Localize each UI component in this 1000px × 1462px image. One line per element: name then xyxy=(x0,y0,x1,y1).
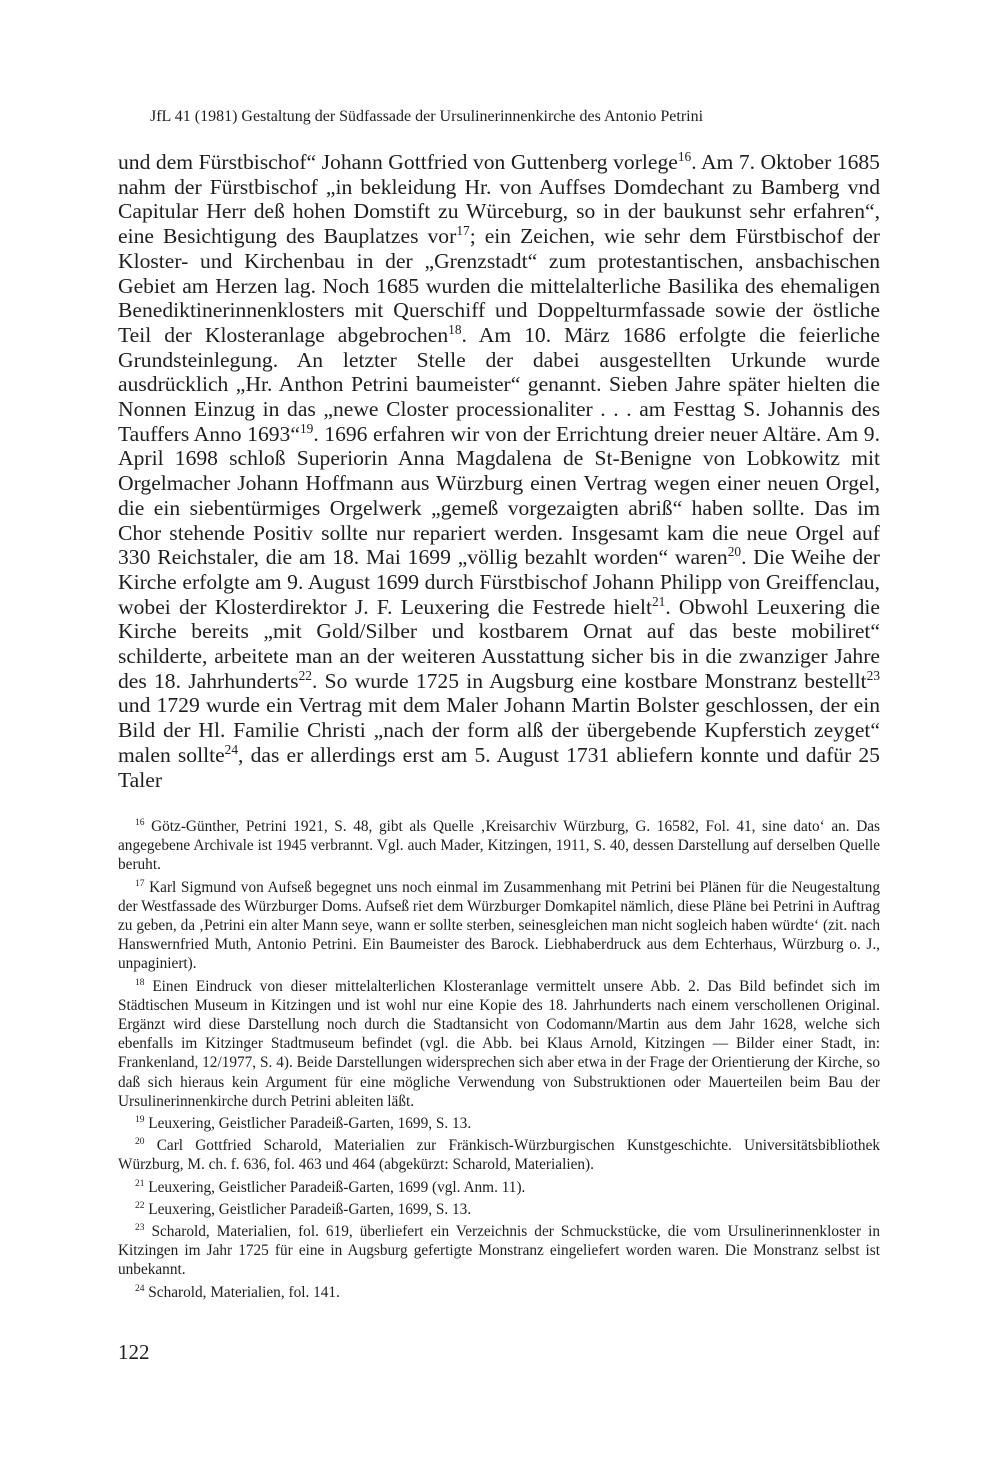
footnote-number: 18 xyxy=(135,977,145,988)
footnote-number: 16 xyxy=(135,817,145,828)
footnote xyxy=(118,977,880,1111)
footnote-reference: 17 xyxy=(456,222,470,238)
body-text-run: . Die Weihe der Kirche erfolgte am 9. August 1699 durch Fürstbischof Johann Philipp von Greiffenclau, wobei der Klosterdirektor J. F. Leuxering die Festrede hielt xyxy=(118,545,880,619)
footnote-number: 22 xyxy=(135,1200,145,1211)
footnote-number: 23 xyxy=(135,1222,145,1233)
footnote xyxy=(118,1114,880,1133)
footnote-text: Karl Sigmund von Aufseß begegnet uns noch einmal im Zusammenhang mit Petrini bei Plänen für die Neugestaltung der Westfassade des Würzburger Doms. Aufseß riet dem Würzburger Domkapitel nämlich, diese Pläne bei Petrini in Auftrag zu geben, da ‚Petrini ein alter Mann seye, wann er sollte sterben, seinesgleichen man nicht sogleich haben würdte‘ (zit. nach Hanswernfried Muth, Antonio Petrini. Ein Baumeister des Barock. Liebhaberdruck aus dem Echterhaus, Würzburg o. J., unpaginiert). xyxy=(118,878,881,973)
body-text-run: . Am 7. Oktober 1685 nahm der Fürstbischof „in bekleidung Hr. von Auffses Domdechant zu Bamberg vnd Capitular Herr deß hohen Domstift zu Würceburg, so in der baukunst sehr erfahren“, eine Besichtigung des Bauplatzes vor xyxy=(118,150,880,249)
body-text-run: , das er allerdings erst am 5. August 1731 abliefern konnte und dafür 25 Taler xyxy=(118,742,880,792)
footnote xyxy=(118,1136,880,1174)
footnote-text: Leuxering, Geistlicher Paradeiß-Garten, 1699, S. 13. xyxy=(148,1200,472,1218)
footnote-text: Scharold, Materialien, fol. 141. xyxy=(148,1283,340,1301)
footnote-text: Scharold, Materialien, fol. 619, überliefert ein Verzeichnis der Schmuckstücke, die vom Ursulinerinnenkloster in Kitzingen im Jahr 1725 für eine in Augsburg gefertigte Monstranz eingeliefert worden waren. Die Monstranz selbst ist unbekannt. xyxy=(118,1223,880,1279)
footnote-number: 24 xyxy=(135,1283,145,1294)
footnote-reference: 23 xyxy=(866,667,881,683)
main-text xyxy=(118,150,880,792)
footnote-text: Einen Eindruck von dieser mittelalterlichen Klosteranlage vermittelt unsere Abb. 2. Das Bild befindet sich im Städtischen Museum in Kitzingen und ist wohl nur eine Kopie des 18. Jahrhunderts nach einem verschollenen Original. Ergänzt wird diese Darstellung noch durch die Stadtansicht von Codomann/Martin aus dem Jahr 1628, welche sich ebenfalls im Kitzinger Stadtmuseum befindet (vgl. die Abb. bei Klaus Arnold, Kitzingen — Bilder einer Stadt, in: Frankenland, 12/1977, S. 4). Beide Darstellungen widersprechen sich aber etwa in der Frage der Orientierung der Kirche, so daß sich hieraus kein Argument für eine mögliche Verwendung von Substruktionen oder Mauerteilen beim Bau der Ursulinerinnenkirche durch Petrini ableiten läßt. xyxy=(118,977,880,1110)
footnotes xyxy=(118,817,880,1305)
running-head: JfL 41 (1981) Gestaltung der Südfassade der Ursulinerinnenkirche des Antonio Petrini xyxy=(150,108,704,125)
footnote-text: Götz-Günther, Petrini 1921, S. 48, gibt als Quelle ‚Kreisarchiv Würzburg, G. 16582, Fol. 41, sine dato‘ an. Das angegebene Archivale ist 1945 verbrannt. Vgl. auch Mader, Kitzingen, 1911, S. 40, dessen Darstellung auf derselben Quelle beruht. xyxy=(118,818,881,874)
footnote-reference: 21 xyxy=(651,593,666,609)
footnote xyxy=(118,1178,880,1197)
page-number: 122 xyxy=(118,1340,150,1364)
footnote-reference: 19 xyxy=(299,420,314,436)
footnote xyxy=(118,1222,880,1280)
footnote-reference: 22 xyxy=(298,667,312,683)
footnote-reference: 24 xyxy=(224,741,239,757)
footnote-text: Leuxering, Geistlicher Paradeiß-Garten, 1699, S. 13. xyxy=(148,1115,472,1133)
body-text-run: . 1696 erfahren wir von der Errichtung dreier neuer Altäre. Am 9. April 1698 schloß Superiorin Anna Magdalena de St-Benigne von Lobkowitz mit Orgelmacher Johann Hoffmann aus Würzburg einen Vertrag wegen einer neuen Orgel, die ein siebentürmiges Orgelwerk „gemeß vorgezaigten abriß“ haben sollte. Das im Chor stehende Positiv sollte nur repariert werden. Insgesamt kam die neue Orgel auf 330 Reichstaler, die am 18. Mai 1699 „völlig bezahlt worden“ waren xyxy=(118,421,880,570)
footnote-number: 17 xyxy=(135,878,145,889)
body-text-run: . Obwohl Leuxering die Kirche bereits „mit Gold/Silber und kostbarem Ornat auf das beste mobiliret“ schilderte, arbeitete man an der weiteren Ausstattung sicher bis in die zwanziger Jahre des 18. Jahrhunderts xyxy=(118,594,881,693)
footnote xyxy=(118,878,880,974)
body-text-run: . Am 10. März 1686 erfolgte die feierliche Grundsteinlegung. An letzter Stelle der dabei ausgestellten Urkunde wurde ausdrücklich „Hr. Anthon Petrini baumeister“ genannt. Sieben Jahre später hielten die Nonnen Einzug in das „newe Closter processionaliter . . . am Festtag S. Johannis des Tauffers Anno 1693“ xyxy=(118,322,880,446)
footnote-text: Leuxering, Geistlicher Paradeiß-Garten, 1699 (vgl. Anm. 11). xyxy=(148,1178,526,1196)
footnote-reference: 20 xyxy=(727,544,742,560)
body-text-run: ; ein Zeichen, wie sehr dem Fürstbischof der Kloster- und Kirchenbau in der „Grenzstadt“ zum protestantischen, ansbachischen Gebiet am Herzen lag. Noch 1685 wurden die mittelalterliche Basilika des ehemaligen Benediktinerinnenklosters mit Querschiff und Doppelturmfassade sowie der östliche Teil der Klosteranlage abgebrochen xyxy=(118,224,880,347)
footnote-text: Carl Gottfried Scharold, Materialien zur Fränkisch-Würzburgischen Kunstgeschichte. Universitätsbibliothek Würzburg, M. ch. f. 636, fol. 463 und 464 (abgekürzt: Scharold, Materialien). xyxy=(118,1137,881,1174)
footnote-number: 20 xyxy=(135,1137,145,1148)
footnote-reference: 18 xyxy=(448,321,462,337)
body-text-run: . So wurde 1725 in Augsburg eine kostbare Monstranz bestellt xyxy=(311,668,867,693)
footnote xyxy=(118,1283,880,1302)
footnote xyxy=(118,817,880,875)
footnote xyxy=(118,1200,880,1219)
footnote-reference: 16 xyxy=(677,148,692,164)
footnote-number: 19 xyxy=(135,1114,145,1125)
footnote-number: 21 xyxy=(135,1178,145,1189)
body-paragraph xyxy=(118,150,880,792)
body-text-run: und dem Fürstbischof“ Johann Gottfried von Guttenberg vorlege xyxy=(118,150,678,174)
body-text-run: und 1729 wurde ein Vertrag mit dem Maler Johann Martin Bolster geschlossen, der ein Bild der Hl. Familie Christi „nach der form alß der übergebende Kupferstich zeyget“ malen sollte xyxy=(118,693,880,767)
